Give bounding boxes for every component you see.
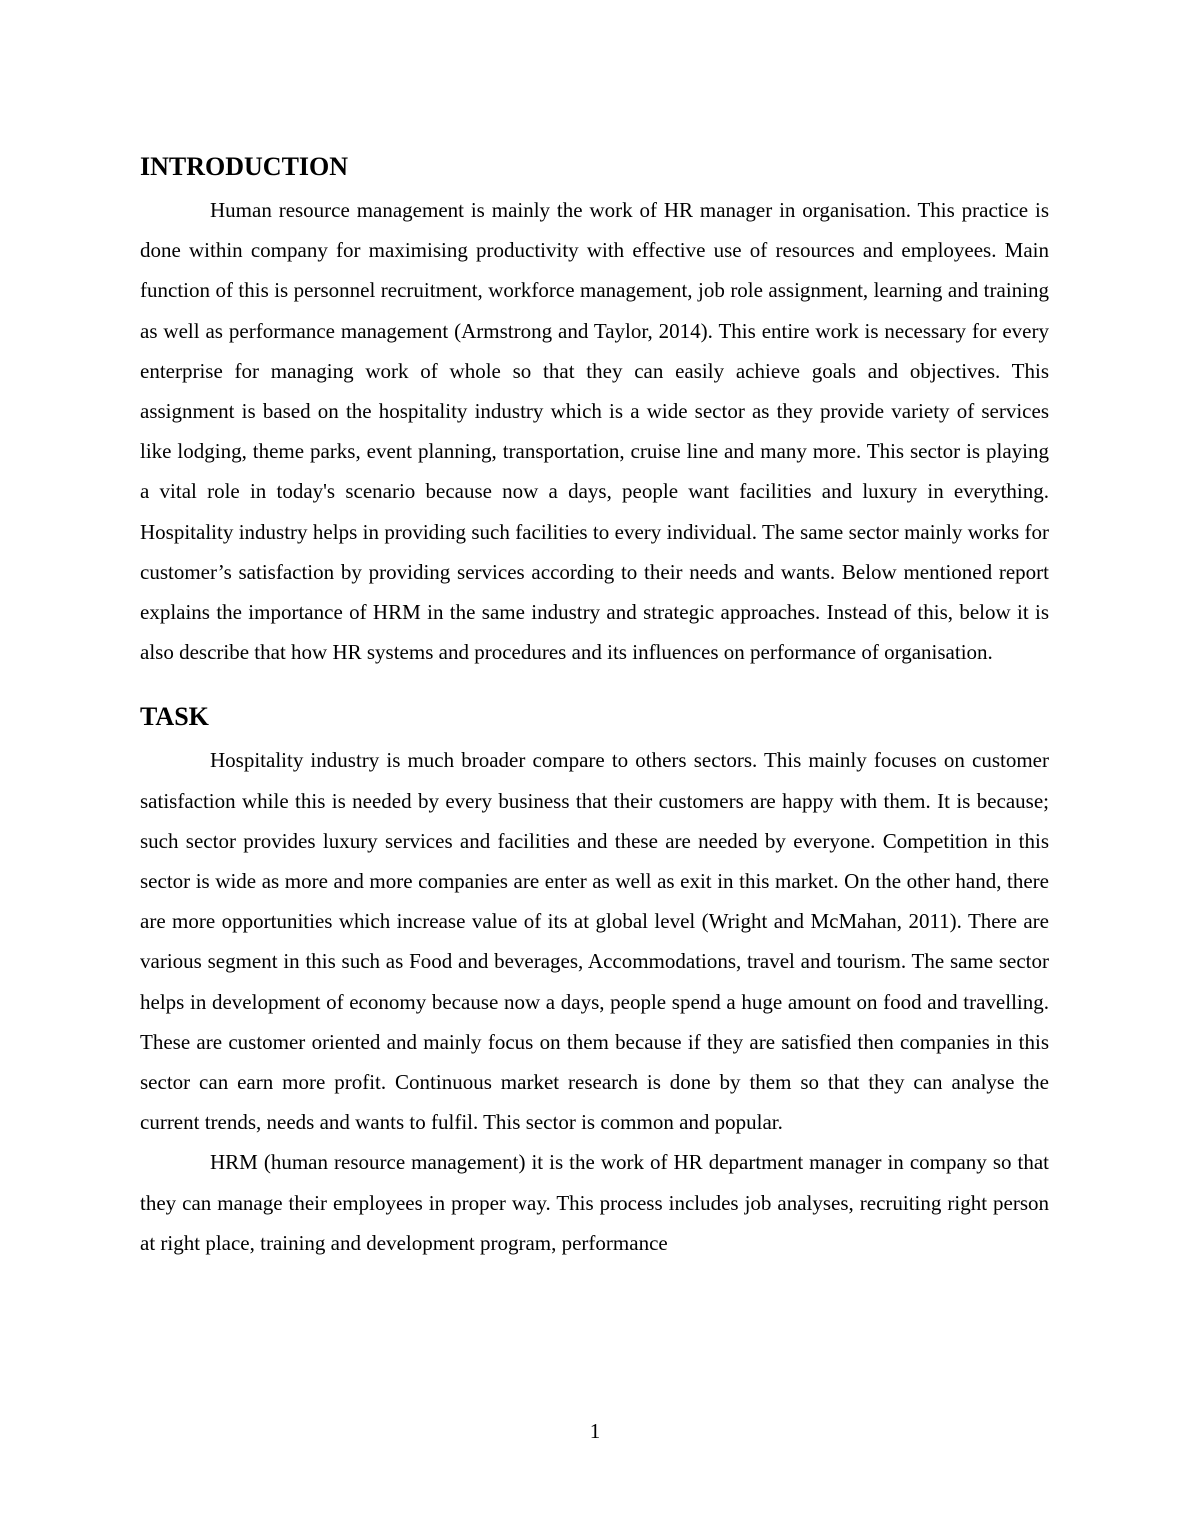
section-heading-introduction: INTRODUCTION	[140, 152, 349, 181]
task-paragraph-2: HRM (human resource management) it is the work of HR department manager in company so that they can manage their employees in proper way. This process includes job analyses, recruiting right person at right place, training and development program, performance	[140, 1150, 1049, 1255]
task-paragraph-1: Hospitality industry is much broader compare to others sectors. This mainly focuses on customer satisfaction while this is needed by every business that their customers are happy with them. It is because; such sector provides luxury services and facilities and these are needed by everyone. Competition in this sector is wide as more and more companies are enter as well as exit in this market. On the other hand, there are more opportunities which increase value of its at global level (Wright and McMahan, 2011). There are various segment in this such as Food and beverages, Accommodations, travel and tourism. The same sector helps in development of economy because now a days, people spend a huge amount on food and travelling. These are customer oriented and mainly focus on them because if they are satisfied then companies in this sector can earn more profit. Continuous market research is done by them so that they can analyse the current trends, needs and wants to fulfil. This sector is common and popular.	[140, 748, 1049, 1135]
page-number: 1	[589, 1419, 601, 1443]
document-page	[140, 148, 1049, 1263]
introduction-paragraph: Human resource management is mainly the work of HR manager in organisation. This practice is done within company for maximising productivity with effective use of resources and employees. Main function of this is personnel recruitment, workforce management, job role assignment, learning and training as well as performance management (Armstrong and Taylor, 2014). This entire work is necessary for every enterprise for managing work of whole so that they can easily achieve goals and objectives. This assignment is based on the hospitality industry which is a wide sector as they provide variety of services like lodging, theme parks, event planning, transportation, cruise line and many more. This sector is playing a vital role in today's scenario because now a days, people want facilities and luxury in everything. Hospitality industry helps in providing such facilities to every individual. The same sector mainly works for customer’s satisfaction by providing services according to their needs and wants. Below mentioned report explains the importance of HRM in the same industry and strategic approaches. Instead of this, below it is also describe that how HR systems and procedures and its influences on performance of organisation.	[140, 198, 1049, 665]
section-heading-task: TASK	[140, 702, 209, 732]
